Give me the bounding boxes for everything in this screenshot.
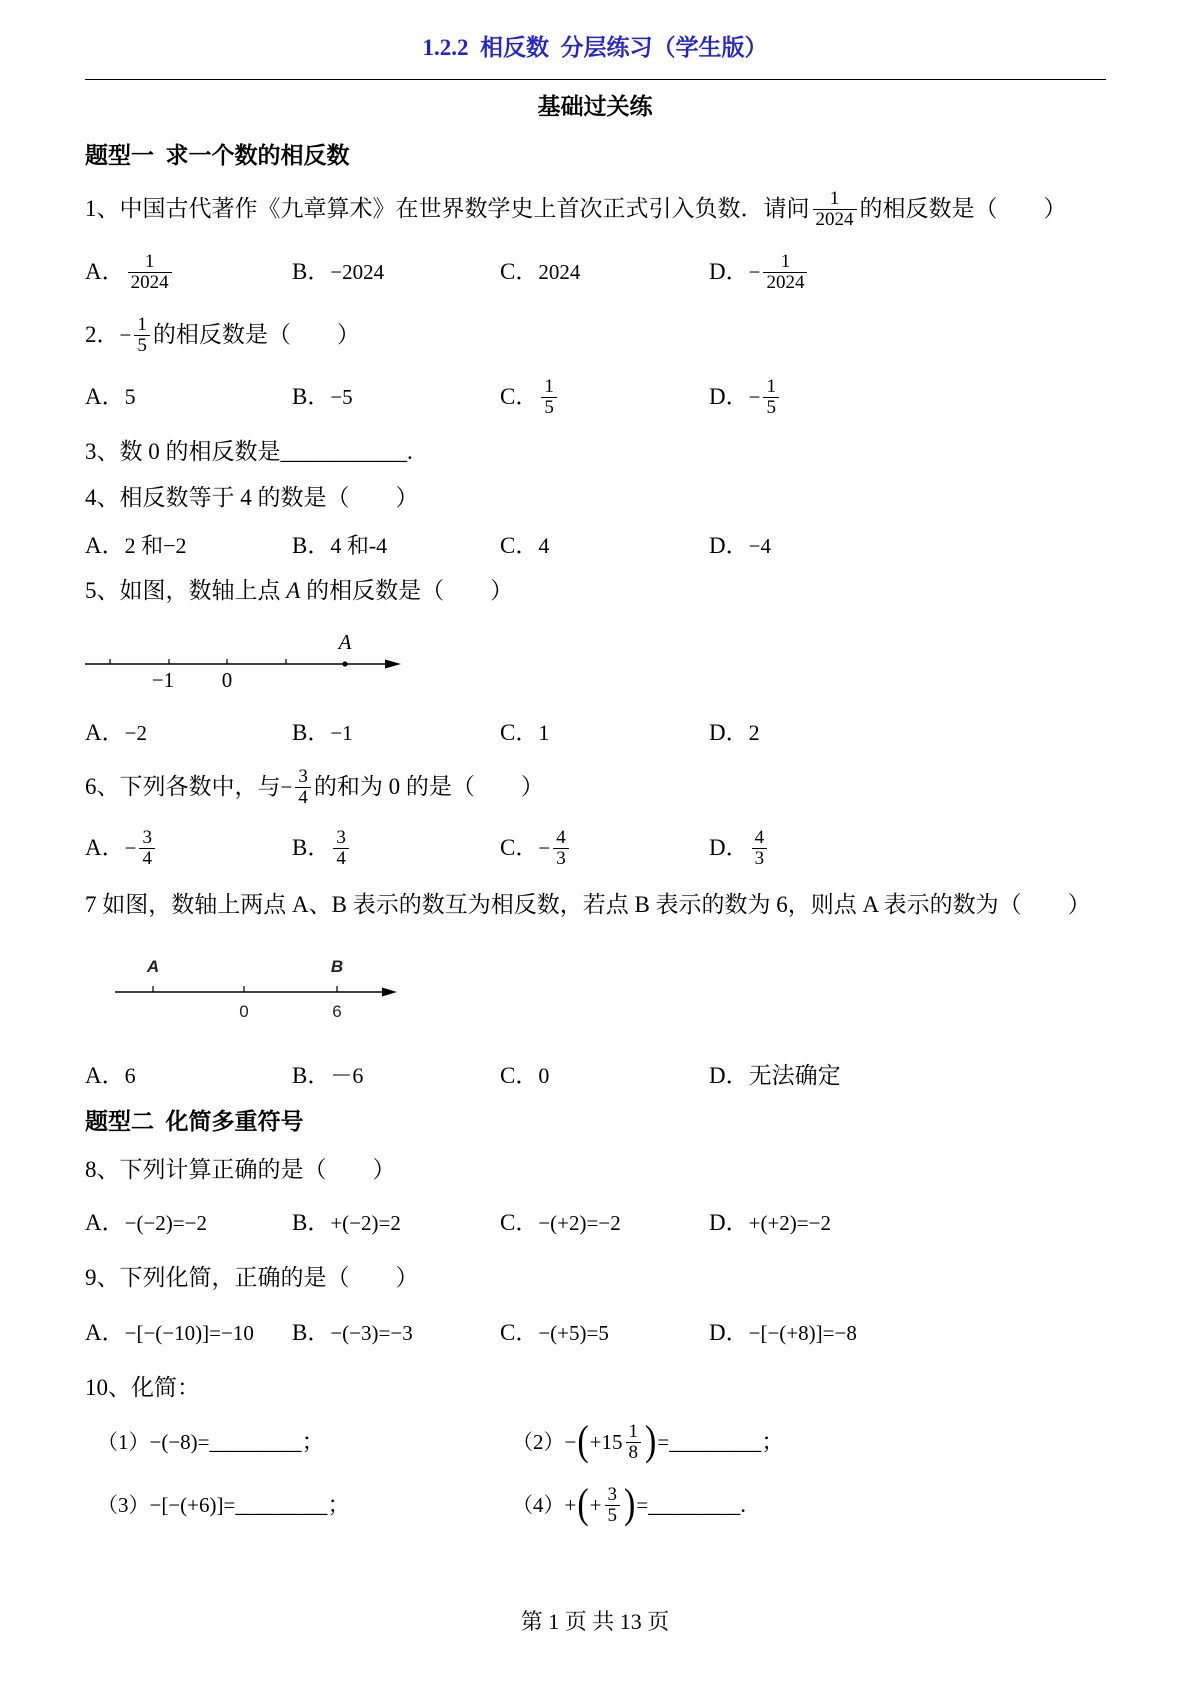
minus-sign: −	[538, 836, 551, 860]
denominator: 4	[333, 848, 349, 869]
fraction	[541, 377, 557, 418]
denominator: 3	[553, 848, 569, 869]
minus-sign: −	[748, 385, 761, 409]
option-value: 6	[124, 1063, 136, 1088]
fraction	[813, 189, 857, 230]
option-value: −1	[330, 721, 353, 745]
numerator: 1	[544, 375, 554, 397]
item-label: （4）	[512, 1493, 565, 1517]
fraction	[295, 767, 311, 808]
numerator: 1	[780, 250, 791, 272]
option-label: C．	[500, 1320, 539, 1345]
answer-blank: ________	[209, 1429, 302, 1454]
number-line-figure-1	[80, 620, 420, 700]
option-label: C．	[500, 720, 539, 745]
option-label: D．	[709, 720, 749, 745]
q7-option-d	[709, 1061, 841, 1091]
q10-item-2	[512, 1418, 785, 1465]
numerator: 1	[766, 375, 776, 397]
q5-option-c	[500, 718, 549, 748]
plus-sign: +	[564, 1493, 577, 1517]
denominator: 3	[752, 848, 768, 869]
q10-item-4	[512, 1481, 746, 1528]
q7-option-a	[85, 1061, 136, 1091]
option-label: C．	[500, 1063, 539, 1088]
question-end: .	[407, 439, 413, 464]
option-label: A．	[85, 720, 125, 745]
q6-option-a	[85, 826, 158, 869]
option-label: B．	[292, 533, 331, 558]
item-label: （1）	[97, 1430, 150, 1454]
denominator: 2024	[763, 272, 807, 293]
option-label: A．	[85, 1063, 125, 1088]
minus-sign: −	[564, 1430, 577, 1454]
question-1	[85, 187, 1067, 230]
option-label: C．	[500, 533, 539, 558]
fraction	[752, 828, 768, 869]
right-paren: )	[645, 1418, 657, 1465]
q8-option-a	[85, 1208, 207, 1238]
left-paren: (	[577, 1418, 589, 1465]
q9-option-a	[85, 1318, 254, 1348]
item-end: ；	[327, 1492, 351, 1517]
left-paren: (	[577, 1481, 589, 1528]
numerator: 3	[142, 826, 152, 848]
point-a-dot	[342, 661, 347, 666]
option-value: 4 和-4	[330, 533, 388, 558]
q6-option-d	[709, 826, 770, 869]
type-heading-1: 题型一 求一个数的相反数	[85, 143, 350, 168]
denominator: 5	[763, 397, 779, 418]
q10-item-3	[97, 1490, 350, 1520]
point-a-label: A	[146, 957, 160, 976]
option-label: B．	[292, 720, 331, 745]
q9-option-d	[709, 1318, 857, 1348]
tick-label: 6	[332, 1002, 342, 1021]
expression: −(−8)=	[149, 1430, 210, 1454]
q4-option-c	[500, 531, 549, 561]
q6-option-c	[500, 826, 572, 869]
item-end: ；	[761, 1429, 785, 1454]
option-value: +(+2)=−2	[748, 1211, 831, 1235]
question-5	[85, 576, 513, 606]
denominator: 2024	[128, 272, 172, 293]
page-footer: 第 1 页 共 13 页	[520, 1609, 670, 1634]
q8-option-c	[500, 1208, 621, 1238]
q2-option-c	[500, 375, 560, 418]
option-label: B．	[292, 1210, 331, 1235]
tick-label: 0	[239, 1002, 249, 1021]
question-stem-end: 的相反数是（ ）	[300, 578, 514, 603]
option-value: −[−(+8)]=−8	[748, 1321, 857, 1345]
fraction	[139, 828, 155, 869]
q2-option-b	[292, 382, 353, 412]
question-8: 8、下列计算正确的是（ ）	[85, 1157, 396, 1182]
minus-sign: −	[119, 323, 132, 347]
option-value: 无法确定	[748, 1063, 841, 1088]
q4-option-a	[85, 531, 187, 561]
option-label: D．	[709, 835, 749, 860]
option-value: －6	[330, 1063, 364, 1088]
denominator: 5	[541, 397, 557, 418]
denominator: 4	[295, 787, 311, 808]
denominator: 8	[626, 1442, 642, 1463]
question-4: 4、相反数等于 4 的数是（ ）	[85, 485, 419, 510]
option-label: D．	[709, 1210, 749, 1235]
option-value: −(+5)=5	[538, 1321, 609, 1345]
fraction	[128, 252, 172, 293]
option-value: 2	[748, 720, 760, 745]
option-value: −(−2)=−2	[124, 1211, 207, 1235]
option-label: B．	[292, 835, 331, 860]
question-stem-end: 的相反数是（ ）	[859, 196, 1067, 221]
q5-option-b	[292, 718, 353, 748]
option-value: −(−3)=−3	[330, 1321, 413, 1345]
fraction	[553, 828, 569, 869]
question-stem-end: 的相反数是（ ）	[152, 322, 360, 347]
option-label: C．	[500, 384, 539, 409]
option-label: A．	[85, 1320, 125, 1345]
option-label: A．	[85, 1210, 125, 1235]
q9-option-b	[292, 1318, 413, 1348]
option-label: B．	[292, 1320, 331, 1345]
q2-option-a	[85, 382, 136, 412]
question-stem-end: 的和为 0 的是（ ）	[313, 774, 544, 799]
question-7: 7 如图，数轴上两点 A、B 表示的数互为相反数，若点 B 表示的数为 6，则点 A 表示的数为（ ）	[85, 892, 1091, 917]
axis-arrow	[385, 660, 401, 669]
option-value: −5	[330, 385, 353, 409]
numerator: 1	[628, 1420, 639, 1442]
minus-sign: −	[124, 836, 137, 860]
fraction	[626, 1422, 642, 1463]
option-label: D．	[709, 1320, 749, 1345]
numerator: 1	[829, 187, 840, 209]
tick-label: 0	[221, 668, 233, 692]
q4-option-d	[709, 531, 771, 561]
item-end: .	[740, 1492, 746, 1517]
fraction	[333, 828, 349, 869]
option-label: D．	[709, 259, 749, 284]
q1-option-a	[85, 250, 175, 293]
tick-label: −1	[151, 668, 175, 692]
fraction	[763, 377, 779, 418]
header-rule	[85, 79, 1106, 80]
whole-part: +	[589, 1493, 602, 1517]
q7-option-c	[500, 1061, 549, 1091]
numerator: 3	[607, 1483, 618, 1505]
option-label: C．	[500, 835, 539, 860]
point-name: A	[286, 578, 301, 603]
q5-option-d	[709, 718, 760, 748]
right-paren: )	[624, 1481, 636, 1528]
option-label: D．	[709, 384, 749, 409]
section-title: 基础过关练	[537, 94, 653, 119]
numerator: 1	[137, 313, 147, 335]
minus-sign: −	[748, 260, 761, 284]
option-value: 5	[124, 384, 136, 409]
answer-blank: ________	[648, 1492, 741, 1517]
q7-option-b	[292, 1061, 363, 1091]
option-value: −(+2)=−2	[538, 1211, 621, 1235]
option-value: −4	[748, 534, 771, 558]
fraction	[605, 1485, 621, 1526]
expression: −[−(+6)]=	[149, 1493, 236, 1517]
numerator: 3	[298, 765, 308, 787]
option-label: D．	[709, 533, 749, 558]
item-label: （2）	[512, 1430, 565, 1454]
question-10: 10、化简：	[85, 1375, 200, 1400]
option-label: B．	[292, 259, 331, 284]
numerator: 4	[556, 826, 566, 848]
denominator: 5	[134, 335, 150, 356]
numerator: 4	[754, 826, 765, 848]
option-label: C．	[500, 1210, 539, 1235]
option-label: A．	[85, 384, 125, 409]
option-label: B．	[292, 1063, 331, 1088]
option-label: B．	[292, 384, 331, 409]
whole-part: +15	[589, 1430, 623, 1454]
option-label: A．	[85, 533, 125, 558]
option-value: 2 和−2	[124, 533, 187, 558]
q1-option-c	[500, 257, 580, 287]
point-a-label: A	[338, 630, 352, 654]
option-value: +(−2)=2	[330, 1211, 401, 1235]
question-stem: 5、如图，数轴上点	[85, 578, 287, 603]
answer-blank: ________	[669, 1429, 762, 1454]
option-label: A．	[85, 259, 125, 284]
q2-option-d	[709, 375, 782, 418]
question-9: 9、下列化简，正确的是（ ）	[85, 1265, 419, 1290]
q6-option-b	[292, 826, 352, 869]
document-title: 1.2.2 相反数 分层练习（学生版）	[422, 35, 768, 60]
denominator: 5	[605, 1505, 621, 1526]
axis-arrow	[382, 988, 397, 997]
fraction	[763, 252, 807, 293]
option-label: C．	[500, 259, 539, 284]
answer-blank: ________	[235, 1492, 328, 1517]
number-line-figure-2	[100, 945, 410, 1030]
q5-option-a	[85, 718, 147, 748]
answer-blank: ___________	[280, 439, 407, 464]
point-b-label: B	[330, 957, 344, 976]
equals-sign: =	[636, 1493, 649, 1517]
question-stem: 6、下列各数中，与	[85, 774, 281, 799]
option-label: A．	[85, 835, 125, 860]
denominator: 4	[139, 848, 155, 869]
q1-option-b	[292, 257, 384, 287]
question-number: 2．	[85, 322, 120, 347]
question-stem: 1、中国古代著作《九章算术》在世界数学史上首次正式引入负数．请问	[85, 196, 810, 221]
equals-sign: =	[657, 1430, 670, 1454]
option-value: 1	[538, 720, 550, 745]
option-value: −2024	[330, 260, 385, 284]
option-value: 2024	[538, 260, 581, 284]
option-value: 0	[538, 1063, 550, 1088]
item-end: ；	[301, 1429, 325, 1454]
item-label: （3）	[97, 1493, 150, 1517]
q8-option-d	[709, 1208, 831, 1238]
q9-option-c	[500, 1318, 609, 1348]
option-label: D．	[709, 1063, 749, 1088]
question-2	[85, 313, 360, 356]
denominator: 2024	[813, 209, 857, 230]
question-3	[85, 437, 413, 467]
question-stem: 3、数 0 的相反数是	[85, 439, 281, 464]
option-value: −[−(−10)]=−10	[124, 1321, 254, 1345]
option-value: 4	[538, 533, 550, 558]
question-6	[85, 765, 544, 808]
q8-option-b	[292, 1208, 401, 1238]
type-heading-2: 题型二 化简多重符号	[85, 1109, 304, 1134]
fraction	[134, 315, 150, 356]
numerator: 1	[144, 250, 155, 272]
option-value: −2	[124, 721, 147, 745]
minus-sign: −	[280, 775, 293, 799]
q4-option-b	[292, 531, 387, 561]
q1-option-d	[709, 250, 810, 293]
q10-item-1	[97, 1427, 325, 1457]
numerator: 3	[336, 826, 346, 848]
